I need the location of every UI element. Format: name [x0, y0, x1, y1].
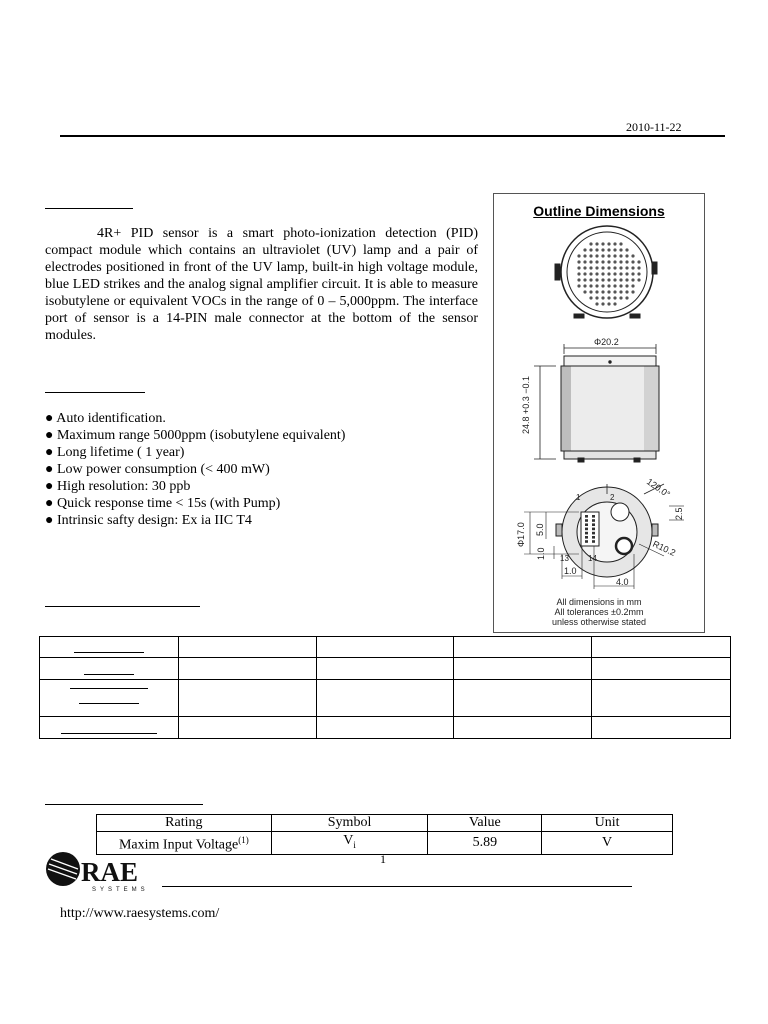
website-url[interactable]: http://www.raesystems.com/ [60, 906, 220, 921]
grille-hole [583, 254, 586, 257]
footer-rule [162, 886, 632, 887]
grille-hole [613, 272, 616, 275]
table-row [40, 717, 731, 739]
grille-hole [631, 272, 634, 275]
grille-hole [577, 284, 580, 287]
grille-hole [595, 302, 598, 305]
figure-note-3: unless otherwise stated [551, 617, 647, 627]
grille-hole [619, 278, 622, 281]
grille-hole [595, 254, 598, 257]
sensor-grille [577, 242, 640, 305]
grille-hole [607, 290, 610, 293]
header-rule [60, 135, 725, 137]
specifications-heading-underline [45, 606, 200, 607]
grille-hole [607, 260, 610, 263]
intro-paragraph: 4R+ PID sensor is a smart photo-ionization detection (PID) compact module which contains an ultraviolet (UV) lamp and a pair of electrodes positioned in front of the UV lamp, built-in high voltage module, blue LED strikes and the analog signal amplifier circuit. It is able to measure isobutylene or equivalent VOCs in the range of 0 – 5,000ppm. The interface port of sensor is a 14-PIN male connector at the bottom of the sensor modules. [45, 226, 478, 343]
connector-pin [585, 532, 588, 535]
connector-pin [585, 523, 588, 526]
connector-pin [592, 515, 595, 518]
grille-hole [595, 290, 598, 293]
features-heading-underline [45, 392, 145, 393]
grille-hole [631, 254, 634, 257]
grille-hole [601, 290, 604, 293]
grille-hole [595, 248, 598, 251]
feature-item: ● Auto identification. [45, 411, 166, 426]
grille-hole [601, 242, 604, 245]
grille-hole [595, 266, 598, 269]
grille-hole [625, 284, 628, 287]
table-header-row [97, 815, 673, 832]
grille-hole [637, 278, 640, 281]
logo-subtext: SYSTEMS [92, 887, 149, 892]
grille-hole [625, 296, 628, 299]
grille-hole [619, 248, 622, 251]
grille-hole [589, 296, 592, 299]
grille-hole [595, 260, 598, 263]
feature-item: ● Quick response time < 15s (with Pump) [45, 496, 281, 511]
grille-hole [625, 290, 628, 293]
grille-hole [613, 278, 616, 281]
pin-label-1: 1 [576, 493, 581, 502]
feature-item: ● Intrinsic safty design: Ex ia IIC T4 [45, 513, 252, 528]
connector-pin [585, 519, 588, 522]
dim-1-vertical: 1.0 [536, 547, 546, 560]
grille-hole [589, 290, 592, 293]
grille-hole [601, 284, 604, 287]
connector-pin [592, 523, 595, 526]
grille-hole [631, 284, 634, 287]
feature-item: ● High resolution: 30 ppb [45, 479, 191, 494]
grille-hole [595, 242, 598, 245]
grille-hole [637, 266, 640, 269]
header-unit: Unit [542, 815, 673, 832]
grille-hole [601, 254, 604, 257]
grille-hole [601, 248, 604, 251]
dim-angle: 120.0° [644, 476, 672, 500]
grille-hole [619, 284, 622, 287]
logo-wordmark: RAE [81, 857, 139, 887]
grille-hole [577, 266, 580, 269]
grille-hole [625, 254, 628, 257]
dim-diameter-bottom: Φ17.0 [516, 522, 526, 547]
grille-hole [613, 260, 616, 263]
grille-hole [583, 278, 586, 281]
cell-value: 5.89 [428, 832, 542, 855]
dim-height: 24.8 +0.3 −0.1 [521, 375, 531, 434]
grille-hole [619, 272, 622, 275]
grille-hole [607, 302, 610, 305]
header-symbol: Symbol [271, 815, 428, 832]
grille-hole [613, 254, 616, 257]
grille-hole [625, 278, 628, 281]
rating-table [96, 814, 673, 855]
grille-hole [613, 284, 616, 287]
grille-hole [625, 266, 628, 269]
grille-hole [631, 290, 634, 293]
dim-radius: R10.2 [651, 538, 678, 558]
dim-diameter-top: Φ20.2 [594, 337, 619, 347]
page-number: 1 [380, 852, 386, 866]
grille-hole [589, 266, 592, 269]
pin-label-13: 13 [560, 554, 569, 563]
grille-hole [595, 272, 598, 275]
grille-hole [577, 254, 580, 257]
grille-hole [601, 272, 604, 275]
figure-note-1: All dimensions in mm [556, 597, 642, 607]
connector-pin [592, 519, 595, 522]
feature-item: ● Low power consumption (< 400 mW) [45, 462, 270, 477]
grille-hole [607, 242, 610, 245]
connector-pin [592, 528, 595, 531]
grille-hole [595, 296, 598, 299]
grille-hole [631, 266, 634, 269]
cell-unit: V [542, 832, 673, 855]
grille-hole [589, 254, 592, 257]
grille-hole [577, 278, 580, 281]
table-row [97, 832, 673, 855]
grille-hole [607, 254, 610, 257]
grille-hole [589, 284, 592, 287]
grille-hole [619, 290, 622, 293]
figure-title: Outline Dimensions [533, 203, 665, 219]
grille-hole [637, 272, 640, 275]
grille-hole [583, 248, 586, 251]
feature-item: ● Long lifetime ( 1 year) [45, 445, 185, 460]
connector-pin [585, 540, 588, 543]
description-heading-underline [45, 208, 133, 209]
connector-pin [592, 540, 595, 543]
document-date: 2010-11-22 [626, 120, 682, 134]
grille-hole [607, 284, 610, 287]
dim-small: 2.5 [674, 507, 684, 520]
grille-hole [583, 266, 586, 269]
pin-label-2: 2 [610, 493, 615, 502]
grille-hole [583, 284, 586, 287]
connector-pin [585, 515, 588, 518]
connector-pin [585, 528, 588, 531]
grille-hole [607, 296, 610, 299]
grille-hole [583, 260, 586, 263]
grille-hole [631, 278, 634, 281]
grille-hole [601, 302, 604, 305]
connector-pin [592, 536, 595, 539]
grille-hole [619, 266, 622, 269]
grille-hole [601, 296, 604, 299]
dim-5: 5.0 [535, 523, 545, 536]
dim-4: 4.0 [616, 577, 629, 587]
rae-systems-logo [45, 850, 170, 897]
grille-hole [613, 290, 616, 293]
grille-hole [613, 248, 616, 251]
grille-hole [619, 260, 622, 263]
table-row [40, 680, 731, 717]
feature-item: ● Maximum range 5000ppm (isobutylene equivalent) [45, 428, 346, 443]
grille-hole [601, 266, 604, 269]
cell-rating: Maxim Input Voltage$^{(1)}$ [97, 832, 272, 855]
grille-hole [595, 284, 598, 287]
figure-note-2: All tolerances ±0.2mm [554, 607, 644, 617]
grille-hole [613, 242, 616, 245]
grille-hole [625, 248, 628, 251]
grille-hole [583, 290, 586, 293]
grille-hole [619, 296, 622, 299]
grille-hole [607, 272, 610, 275]
grille-hole [589, 272, 592, 275]
grille-hole [577, 260, 580, 263]
grille-hole [613, 266, 616, 269]
grille-hole [589, 278, 592, 281]
dim-1-horizontal: 1.0 [564, 566, 577, 576]
grille-hole [595, 278, 598, 281]
outline-dimensions-figure [493, 193, 705, 633]
pin-label-14: 14 [588, 554, 597, 563]
grille-hole [589, 242, 592, 245]
ratings-heading-underline [45, 804, 203, 805]
grille-hole [589, 248, 592, 251]
grille-hole [619, 254, 622, 257]
features-list [45, 410, 345, 529]
grille-hole [637, 260, 640, 263]
grille-hole [625, 260, 628, 263]
grille-hole [625, 272, 628, 275]
connector-pin [592, 532, 595, 535]
table-row [40, 637, 731, 658]
grille-hole [631, 260, 634, 263]
grille-hole [601, 278, 604, 281]
grille-hole [601, 260, 604, 263]
header-rating: Rating [97, 815, 272, 832]
grille-hole [619, 242, 622, 245]
grille-hole [583, 272, 586, 275]
cell-symbol: $V_i$ [271, 832, 428, 855]
grille-hole [607, 248, 610, 251]
grille-hole [577, 272, 580, 275]
grille-hole [607, 266, 610, 269]
outline-drawing [494, 194, 704, 632]
grille-hole [613, 302, 616, 305]
specifications-table [39, 636, 731, 739]
header-value: Value [428, 815, 542, 832]
grille-hole [613, 296, 616, 299]
grille-hole [589, 260, 592, 263]
grille-hole [607, 278, 610, 281]
table-row [40, 658, 731, 680]
connector-pin [585, 536, 588, 539]
